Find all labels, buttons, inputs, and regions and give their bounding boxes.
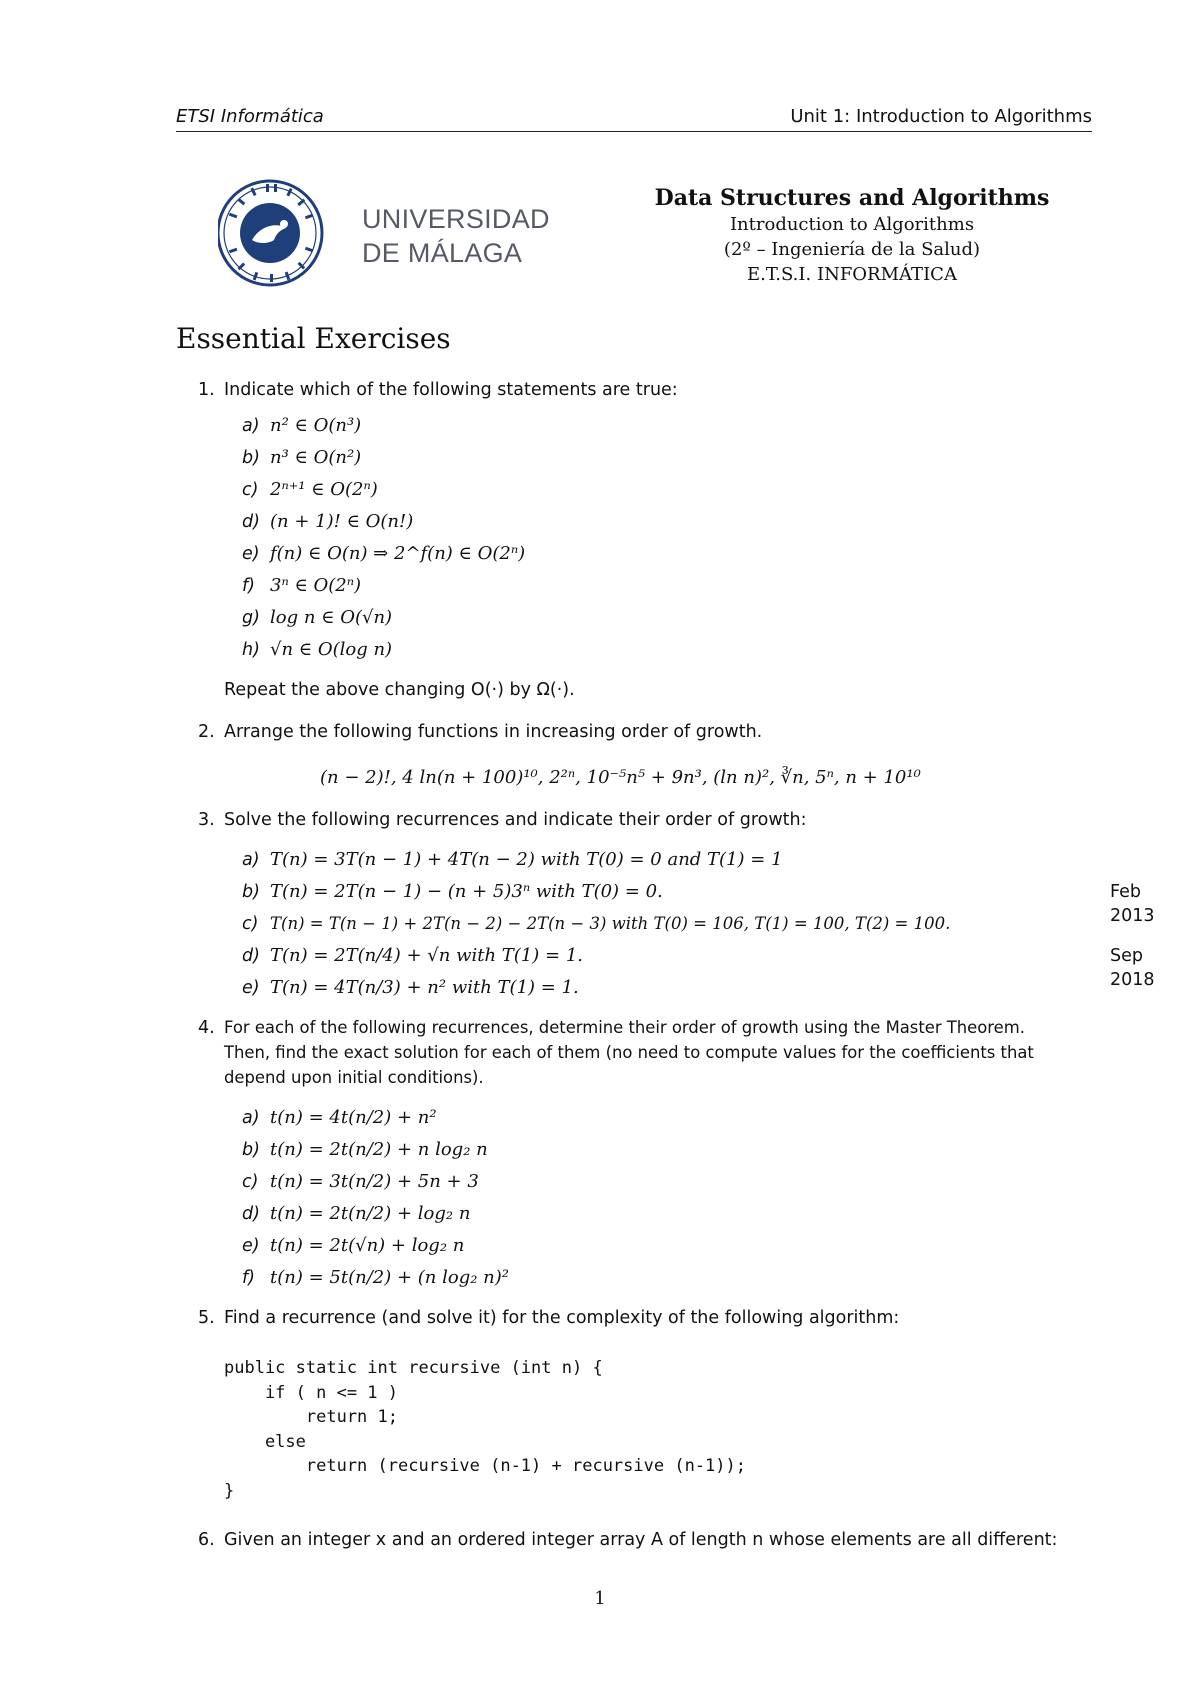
item-expression: T(n) = 3T(n − 1) + 4T(n − 2) with T(0) = 0 and T(1) = 1 — [270, 849, 783, 870]
item-label: a) — [242, 1108, 260, 1128]
exercise-text-line: depend upon initial conditions). — [224, 1068, 484, 1087]
item-expression: log n ∈ O(√n) — [270, 607, 393, 628]
margin-note: 2018 — [1110, 970, 1155, 990]
item-expression: 2ⁿ⁺¹ ∈ O(2ⁿ) — [270, 479, 378, 500]
code-line: } — [224, 1481, 235, 1501]
course-subtitle: Introduction to Algorithms — [729, 214, 975, 235]
item-expression: t(n) = 3t(n/2) + 5n + 3 — [270, 1171, 479, 1192]
item-expression: f(n) ∈ O(n) ⇒ 2^f(n) ∈ O(2ⁿ) — [270, 543, 526, 564]
code-line: public static int recursive (int n) { — [224, 1358, 603, 1378]
item-label: b) — [242, 882, 260, 902]
item-label: a) — [242, 850, 260, 870]
exercise-number: 4. — [198, 1018, 215, 1038]
section-title: Essential Exercises — [176, 322, 451, 355]
item-label: e) — [242, 1236, 260, 1256]
code-line: if ( n <= 1 ) — [224, 1382, 398, 1403]
margin-note: Sep — [1110, 946, 1143, 966]
exercise-number: 5. — [198, 1308, 215, 1328]
university-name-line1: UNIVERSIDAD — [362, 204, 550, 234]
item-label: d) — [242, 512, 260, 532]
code-line: else — [224, 1431, 306, 1452]
exercise-text: Find a recurrence (and solve it) for the complexity of the following algorithm: — [224, 1308, 900, 1328]
course-info — [632, 184, 1072, 287]
item-expression: t(n) = 2t(√n) + log₂ n — [270, 1235, 465, 1256]
item-label: d) — [242, 946, 260, 966]
exercise-text-line: For each of the following recurrences, determine their order of growth using the Master Theorem. — [224, 1018, 1025, 1037]
item-expression: t(n) = 2t(n/2) + log₂ n — [270, 1203, 471, 1224]
exercise-number: 6. — [198, 1530, 215, 1550]
margin-note: 2013 — [1110, 906, 1155, 926]
running-header-left: ETSI Informática — [176, 106, 324, 127]
exercise-footer: Repeat the above changing O(·) by Ω(·). — [224, 680, 575, 700]
item-expression: 3ⁿ ∈ O(2ⁿ) — [270, 575, 362, 596]
item-expression: T(n) = 4T(n/3) + n² with T(1) = 1. — [270, 977, 579, 998]
course-degree: (2º – Ingeniería de la Salud) — [723, 239, 981, 260]
course-school: E.T.S.I. INFORMÁTICA — [747, 264, 957, 285]
item-label: h) — [242, 640, 260, 660]
item-label: f) — [242, 1268, 255, 1288]
course-title: Data Structures and Algorithms — [654, 185, 1050, 211]
item-label: b) — [242, 448, 260, 468]
item-expression: n² ∈ O(n³) — [270, 415, 362, 436]
exercise-number: 1. — [198, 380, 215, 400]
display-formula: (n − 2)!, 4 ln(n + 100)¹⁰, 2²ⁿ, 10⁻⁵n⁵ + 9n³, (ln n)², ∛n, 5ⁿ, n + 10¹⁰ — [320, 767, 921, 788]
item-label: f) — [242, 576, 255, 596]
exercise-text: Indicate which of the following statements are true: — [224, 380, 678, 400]
item-label: a) — [242, 416, 260, 436]
code-line: return (recursive (n-1) + recursive (n-1)); — [224, 1456, 746, 1477]
item-expression: √n ∈ O(log n) — [270, 639, 393, 660]
header-rule — [176, 131, 1092, 132]
margin-note: Feb — [1110, 882, 1141, 902]
item-expression: t(n) = 5t(n/2) + (n log₂ n)² — [270, 1267, 509, 1288]
running-header-right: Unit 1: Introduction to Algorithms — [790, 106, 1092, 127]
item-expression: T(n) = T(n − 1) + 2T(n − 2) − 2T(n − 3) with T(0) = 106, T(1) = 100, T(2) = 100. — [270, 914, 951, 933]
item-expression: T(n) = 2T(n − 1) − (n + 5)3ⁿ with T(0) = 0. — [270, 881, 663, 902]
university-name-line2: DE MÁLAGA — [362, 238, 523, 268]
item-label: e) — [242, 978, 260, 998]
item-label: c) — [242, 1172, 259, 1192]
item-label: c) — [242, 914, 259, 934]
item-expression: (n + 1)! ∈ O(n!) — [270, 511, 414, 532]
university-name — [362, 202, 550, 270]
item-expression: t(n) = 4t(n/2) + n² — [270, 1107, 437, 1128]
page-number: 1 — [594, 1588, 606, 1609]
exercise-text: Given an integer x and an ordered integer array A of length n whose elements are all different: — [224, 1530, 1058, 1550]
exercise-text: Arrange the following functions in increasing order of growth. — [224, 722, 763, 742]
exercise-number: 2. — [198, 722, 215, 742]
exercise-number: 3. — [198, 810, 215, 830]
university-seal-icon — [218, 174, 338, 292]
item-label: g) — [242, 608, 260, 628]
item-label: b) — [242, 1140, 260, 1160]
item-expression: t(n) = 2t(n/2) + n log₂ n — [270, 1139, 488, 1160]
item-expression: T(n) = 2T(n/4) + √n with T(1) = 1. — [270, 945, 584, 966]
item-expression: n³ ∈ O(n²) — [270, 447, 362, 468]
code-line: return 1; — [224, 1407, 398, 1428]
item-label: d) — [242, 1204, 260, 1224]
exercise-text: Solve the following recurrences and indicate their order of growth: — [224, 810, 807, 830]
item-label: e) — [242, 544, 260, 564]
exercise-text-line: Then, find the exact solution for each of them (no need to compute values for the coefficients that — [224, 1043, 1034, 1062]
item-label: c) — [242, 480, 259, 500]
